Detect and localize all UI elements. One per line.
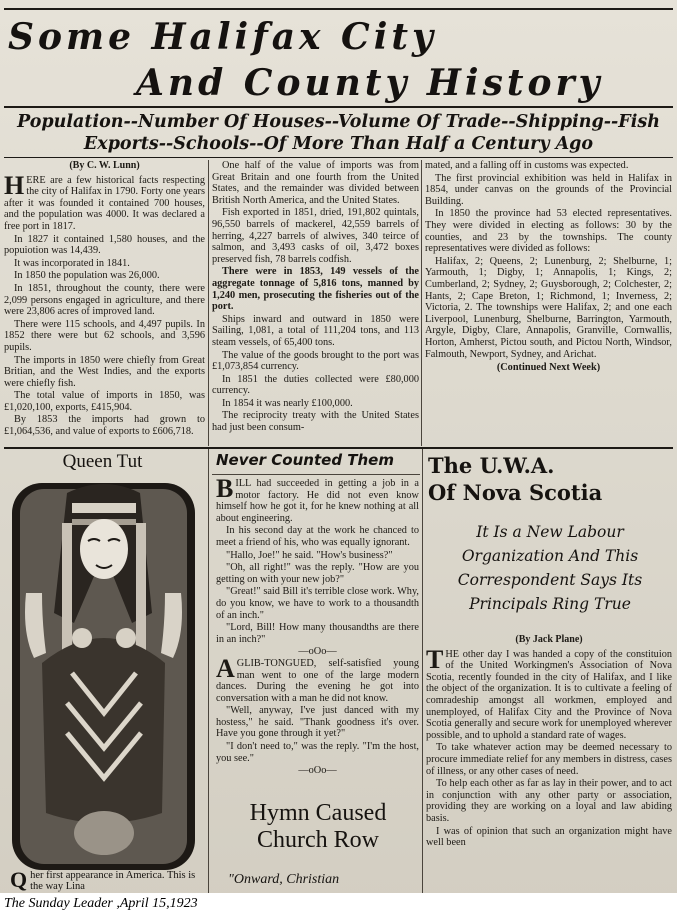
uwa-para-0: THE other day I was handed a copy of the constituion of the United Workingmen's Association of Nova Scotia, recently founded in the city of Halifax, and I like the object of the organization. It is to cultivate a feeling of comradeship amongst all workmen, employed and unemployed, of Halifax City and the Province of Nova Scotia generally and secure work for unemployed wherever possible, and to uphold a standard rate of wages. xyxy=(426,644,672,741)
rule-top xyxy=(4,8,673,10)
col1-para-6: The imports in 1850 were chiefly from Great Britian, and the West Indies, and the exports were chiefly fish. xyxy=(4,354,205,389)
never-para-3: "Oh, all right!" was the reply. "How are you getting on with your new job?" xyxy=(216,562,419,585)
col1-para-5: There were 115 schools, and 4,497 pupils. In 1852 there were but 62 schools, and 3,596 pupils. xyxy=(4,318,205,353)
article-column-3 xyxy=(425,160,672,446)
subheadline: Population--Number Of Houses--Volume Of Trade--Shipping--Fish Exports--Schools--Of More Than Half a Century Ago xyxy=(17,112,660,154)
glib-para-1: "Well, anyway, I've just danced with my hostess," he said. "Thank goodness it's over. Have you gone through it yet?" xyxy=(216,705,419,740)
article-column-2 xyxy=(212,160,419,446)
uwa-para-3: I was of opinion that such an organization might have well been xyxy=(426,825,672,849)
col3-para-0: mated, and a falling off in customs was expected. xyxy=(425,160,629,171)
article-column-1 xyxy=(4,160,205,446)
column-divider-1 xyxy=(208,160,209,446)
col1-para-3: In 1850 the population was 26,000. xyxy=(14,270,160,282)
source-caption: The Sunday Leader ,April 15,1923 xyxy=(4,896,198,911)
col1-para-0: HERE are a few historical facts respecting the city of Halifax in 1790. Forty one years after it was founded it contained 700 houses, and the population was 4000. It was declared a free port in 1817. xyxy=(4,170,205,232)
column-divider-2 xyxy=(421,160,422,446)
col2-rest-2: In 1851 the duties collected were £80,000 currency. xyxy=(212,373,419,397)
rule-under-subhead xyxy=(4,157,673,158)
col1-para-8: By 1853 the imports had grown to £1,064,536, and value of exports to £606,718. xyxy=(4,414,205,438)
never-para-5: "Lord, Bill! How many thousandths are there in an inch?" xyxy=(216,622,419,645)
glib-para-0: AGLIB-TONGUED, self-satisfied young man went to one of the large modern dances. During the evening he got into conversation with a man he did not know. xyxy=(216,653,419,704)
portrait-illustration xyxy=(12,483,195,870)
col1-para-7: The total value of imports in 1850, was £1,020,100, exports, £415,904. xyxy=(4,390,205,413)
hymn-fragment: "Onward, Christian xyxy=(228,872,340,887)
col1-para-4: In 1851, throughout the county, there were 2,099 persons engaged in agriculture, and there were 23,806 acres of improved land. xyxy=(4,282,205,318)
col3-para-1: The first provincial exhibition was held in Halifax in 1854, under canvas on the grounds of the Provincial Building. xyxy=(425,172,672,207)
uwa-para-1: To take whatever action may be deemed necessary to procure immediate relief for any members in distress, cases of illness, or any other cases of need. xyxy=(426,742,672,777)
rule-mid-page xyxy=(4,447,673,449)
uwa-story xyxy=(426,634,672,892)
col3-para-3: Halifax, 2; Queens, 2; Lunenburg, 2; Shelburne, 1; Yarmouth, 1; Digby, 1; Annapolis, 1; Kings, 2; Cumberland, 2; Sydney, 2; Guysborough, 2; Colchester, 2; Hants, 2; Cape Breton, 1; Richmond, 1; Inverness, 2; Victoria, 2. The townships were Halifax, 2; and one each Liverpool, Lunenburg, Shelburne, Barrington, Yarmouth, Argyle, Digby, Clare, Annapolis, Granville, Cornwallis, Horton, Amherst, Pictou south, and Pictou North, Windsor, Falmouth, Newport, Sydney, and Arichat. xyxy=(425,255,672,360)
headline-line-1: Some Halifax City xyxy=(8,16,437,58)
col2-rest-3: In 1854 it was nearly £100,000. xyxy=(222,397,353,409)
never-para-4: "Great!" said Bill it's terrible close work. Why, do you know, we have to work to a thousandth of an inch." xyxy=(216,586,419,621)
dropcap-b: B xyxy=(216,478,234,503)
continued-notice: (Continued Next Week) xyxy=(496,362,601,374)
never-counted-story xyxy=(216,478,419,796)
dropcap-a: A xyxy=(216,653,235,683)
dropcap-h: H xyxy=(4,170,25,200)
never-para-2: "Hallo, Joe!" he said. "How's business?" xyxy=(226,549,393,561)
queen-tut-portrait xyxy=(12,483,195,870)
queen-tut-caption-fragment xyxy=(10,867,200,892)
queen-tut-caption-text: her first appearance in America. This is the way Lina xyxy=(30,870,196,892)
col2-para-1: Fish exported in 1851, dried, 191,802 quintals, 96,550 barrels of mackerel, 42,559 barrels of herring, 4,227 barrels of alwives, 340 teirce of salmon, and 3,493 casks of oil, 3,472 boxes preserved fish, 78 barrels codfish. xyxy=(212,207,419,265)
rule-under-headline xyxy=(4,106,673,108)
rule-under-never xyxy=(212,474,420,475)
col2-bold-para: There were in 1853, 149 vessels of the aggregate tonnage of 5,816 tons, manned by 1,240 men, prosecuting the fisheries out of the port. xyxy=(212,266,419,313)
byline-lunn: (By C. W. Lunn) xyxy=(69,160,140,171)
col2-rest-4: The reciprocity treaty with the United States had just been consum- xyxy=(212,410,419,434)
column-divider-3 xyxy=(208,449,209,893)
col2-rest-1: The value of the goods brought to the port was £1,073,854 currency. xyxy=(212,349,419,373)
uwa-para-2: To help each other as far as lay in their power, and to act in conjunction with any other party or association, providing they are working on a loyal and law abiding basis. xyxy=(426,778,672,824)
col1-para-1: In 1827 it contained 1,580 houses, and the popuiotion was 14,439. xyxy=(4,233,205,257)
never-para-0: BILL had succeeded in getting a job in a motor factory. He did not even know himself how he got it, for he knew nothing at all about engineering. xyxy=(216,478,419,524)
headline-line-2: And County History xyxy=(136,62,604,104)
separator-1: —oOo— xyxy=(298,646,337,658)
queen-tut-title: Queen Tut xyxy=(62,451,143,472)
uwa-title-line-1: The U.W.A. xyxy=(428,453,555,478)
col2-rest-0: Ships inward and outward in 1850 were Sailing, 1,081, a total of 111,204 tons, and 113 steam vessels, of 65,400 tons. xyxy=(212,313,419,348)
uwa-title xyxy=(428,452,668,506)
column-divider-4 xyxy=(422,449,423,893)
col3-para-2: In 1850 the province had 53 elected representatives. They were divided in electing as follows: 30 by the counties, and 23 by the townships. The county representatives were divided as follows: xyxy=(425,208,672,255)
glib-para-2: "I don't need to," was the reply. "I'm the host, you see." xyxy=(216,741,419,764)
separator-2: —oOo— xyxy=(298,765,337,777)
dropcap-t: T xyxy=(426,644,444,674)
col2-para-0: One half of the value of imports was from Great Britain and one fourth from the United States, and the remainder was divided between British North America, and the United States. xyxy=(212,160,419,206)
queen-tut-dropcap: Q xyxy=(10,867,28,892)
col1-para-2: It was incorporated in 1841. xyxy=(14,257,130,269)
headline xyxy=(6,14,670,106)
never-counted-title: Never Counted Them xyxy=(216,451,394,469)
never-para-1: In his second day at the work he chanced to meet a friend of his, who was equally ignorant. xyxy=(216,525,419,548)
byline-plane: (By Jack Plane) xyxy=(515,634,583,645)
uwa-deck: It Is a New Labour Organization And This Correspondent Says Its Principals Ring True xyxy=(457,523,643,613)
hymn-headline: Hymn Caused Church Row xyxy=(249,800,387,853)
uwa-title-line-2: Of Nova Scotia xyxy=(428,480,603,505)
